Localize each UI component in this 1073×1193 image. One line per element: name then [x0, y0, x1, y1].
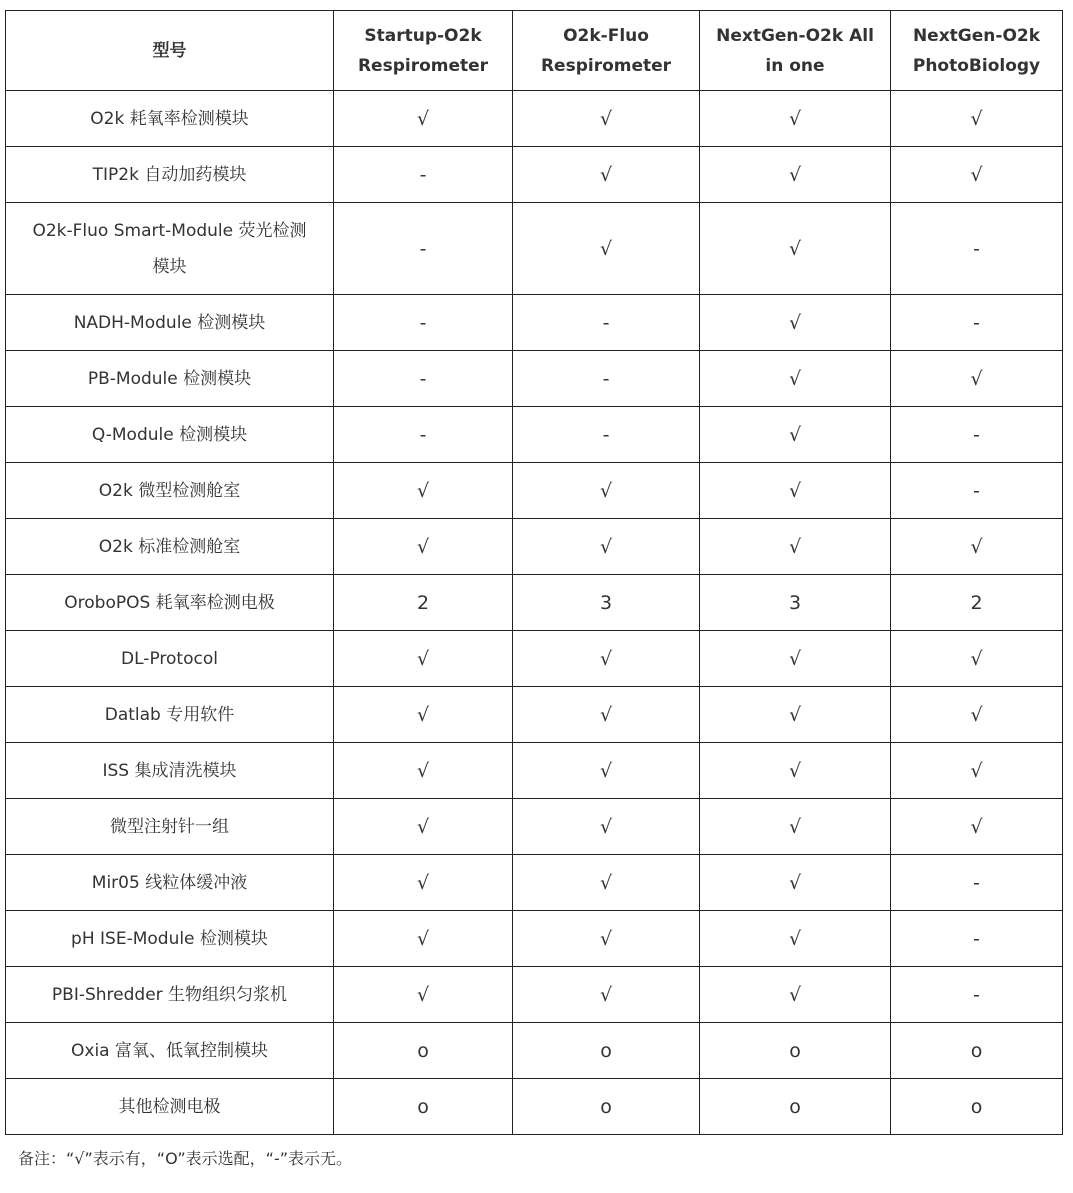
value-cell: -: [891, 295, 1063, 351]
value-cell: √: [700, 407, 891, 463]
header-nextgen-photobiology: [891, 11, 1063, 91]
value-cell: -: [891, 463, 1063, 519]
value-cell: √: [891, 147, 1063, 203]
value-cell: -: [334, 295, 513, 351]
table-row: [6, 743, 1063, 799]
comparison-table-wrapper: [5, 10, 1063, 1135]
table-row: [6, 799, 1063, 855]
value-cell: √: [334, 855, 513, 911]
value-cell: √: [700, 855, 891, 911]
value-cell: √: [700, 743, 891, 799]
feature-cell: 其他检测电极: [6, 1079, 334, 1135]
feature-cell: NADH-Module 检测模块: [6, 295, 334, 351]
value-cell: √: [700, 203, 891, 295]
value-cell: o: [513, 1023, 700, 1079]
feature-cell: O2k 耗氧率检测模块: [6, 91, 334, 147]
value-cell: √: [700, 351, 891, 407]
header-nextgen-photobiology-line1: NextGen-O2k: [912, 25, 1041, 46]
value-cell: √: [700, 799, 891, 855]
value-cell: √: [513, 519, 700, 575]
value-cell: o: [891, 1023, 1063, 1079]
value-cell: √: [700, 911, 891, 967]
value-cell: o: [334, 1079, 513, 1135]
value-cell: √: [700, 687, 891, 743]
value-cell: 2: [334, 575, 513, 631]
table-row: [6, 519, 1063, 575]
value-cell: √: [334, 687, 513, 743]
feature-cell: Oxia 富氧、低氧控制模块: [6, 1023, 334, 1079]
header-startup-o2k-line2: Respirometer: [357, 55, 489, 76]
legend-note: 备注：“√”表示有，“O”表示选配，“-”表示无。: [18, 1149, 353, 1168]
table-row: [6, 351, 1063, 407]
value-cell: -: [891, 911, 1063, 967]
feature-cell: Datlab 专用软件: [6, 687, 334, 743]
value-cell: √: [334, 519, 513, 575]
table-row: [6, 631, 1063, 687]
feature-cell: Mir05 线粒体缓冲液: [6, 855, 334, 911]
header-o2k-fluo: [513, 11, 700, 91]
header-nextgen-photobiology-line2: PhotoBiology: [912, 55, 1041, 76]
table-row: [6, 91, 1063, 147]
table-row: [6, 911, 1063, 967]
value-cell: -: [334, 203, 513, 295]
value-cell: √: [334, 911, 513, 967]
value-cell: √: [513, 743, 700, 799]
feature-cell: Q-Module 检测模块: [6, 407, 334, 463]
feature-cell: PB-Module 检测模块: [6, 351, 334, 407]
header-nextgen-all-in-one: [700, 11, 891, 91]
feature-cell: PBI-Shredder 生物组织匀浆机: [6, 967, 334, 1023]
value-cell: √: [700, 147, 891, 203]
header-model: 型号: [6, 11, 334, 91]
value-cell: -: [891, 855, 1063, 911]
table-row: [6, 575, 1063, 631]
value-cell: √: [334, 631, 513, 687]
value-cell: -: [891, 407, 1063, 463]
value-cell: √: [513, 631, 700, 687]
feature-cell: 微型注射针一组: [6, 799, 334, 855]
value-cell: 2: [891, 575, 1063, 631]
value-cell: o: [334, 1023, 513, 1079]
table-row: [6, 967, 1063, 1023]
value-cell: o: [700, 1079, 891, 1135]
value-cell: √: [513, 203, 700, 295]
feature-cell: DL-Protocol: [6, 631, 334, 687]
value-cell: √: [513, 463, 700, 519]
value-cell: 3: [513, 575, 700, 631]
header-row: [6, 11, 1063, 91]
value-cell: √: [891, 687, 1063, 743]
header-nextgen-all-in-one-line1: NextGen-O2k All: [716, 25, 874, 46]
value-cell: -: [513, 407, 700, 463]
value-cell: √: [513, 91, 700, 147]
header-startup-o2k: [334, 11, 513, 91]
table-row: [6, 1079, 1063, 1135]
value-cell: -: [334, 147, 513, 203]
value-cell: √: [334, 463, 513, 519]
value-cell: √: [891, 91, 1063, 147]
value-cell: √: [700, 631, 891, 687]
header-nextgen-all-in-one-line2: in one: [765, 55, 825, 76]
table-row: [6, 203, 1063, 295]
feature-cell: TIP2k 自动加药模块: [6, 147, 334, 203]
value-cell: -: [334, 407, 513, 463]
value-cell: √: [700, 967, 891, 1023]
value-cell: 3: [700, 575, 891, 631]
feature-cell: OroboPOS 耗氧率检测电极: [6, 575, 334, 631]
value-cell: -: [891, 203, 1063, 295]
header-o2k-fluo-line2: Respirometer: [540, 55, 672, 76]
table-row: [6, 295, 1063, 351]
value-cell: √: [513, 855, 700, 911]
comparison-table: [5, 10, 1063, 1135]
value-cell: √: [334, 967, 513, 1023]
value-cell: √: [891, 799, 1063, 855]
value-cell: √: [700, 295, 891, 351]
value-cell: -: [334, 351, 513, 407]
value-cell: √: [513, 147, 700, 203]
value-cell: √: [891, 351, 1063, 407]
header-startup-o2k-line1: Startup-O2k: [364, 25, 482, 46]
value-cell: -: [513, 351, 700, 407]
feature-cell: O2k-Fluo Smart-Module 荧光检测模块: [6, 203, 334, 295]
value-cell: √: [334, 91, 513, 147]
table-row: [6, 1023, 1063, 1079]
value-cell: √: [513, 911, 700, 967]
table-row: [6, 407, 1063, 463]
value-cell: √: [891, 743, 1063, 799]
table-row: [6, 463, 1063, 519]
feature-cell: ISS 集成清洗模块: [6, 743, 334, 799]
value-cell: o: [513, 1079, 700, 1135]
value-cell: o: [700, 1023, 891, 1079]
feature-cell: pH ISE-Module 检测模块: [6, 911, 334, 967]
value-cell: √: [700, 463, 891, 519]
table-row: [6, 687, 1063, 743]
table-row: [6, 147, 1063, 203]
value-cell: √: [513, 799, 700, 855]
value-cell: √: [700, 91, 891, 147]
value-cell: o: [891, 1079, 1063, 1135]
value-cell: √: [513, 967, 700, 1023]
value-cell: √: [891, 631, 1063, 687]
feature-cell: O2k 微型检测舱室: [6, 463, 334, 519]
header-o2k-fluo-line1: O2k-Fluo: [563, 25, 649, 46]
value-cell: √: [891, 519, 1063, 575]
value-cell: √: [334, 743, 513, 799]
feature-cell: O2k 标准检测舱室: [6, 519, 334, 575]
table-row: [6, 855, 1063, 911]
value-cell: -: [891, 967, 1063, 1023]
value-cell: -: [513, 295, 700, 351]
value-cell: √: [700, 519, 891, 575]
value-cell: √: [513, 687, 700, 743]
value-cell: √: [334, 799, 513, 855]
